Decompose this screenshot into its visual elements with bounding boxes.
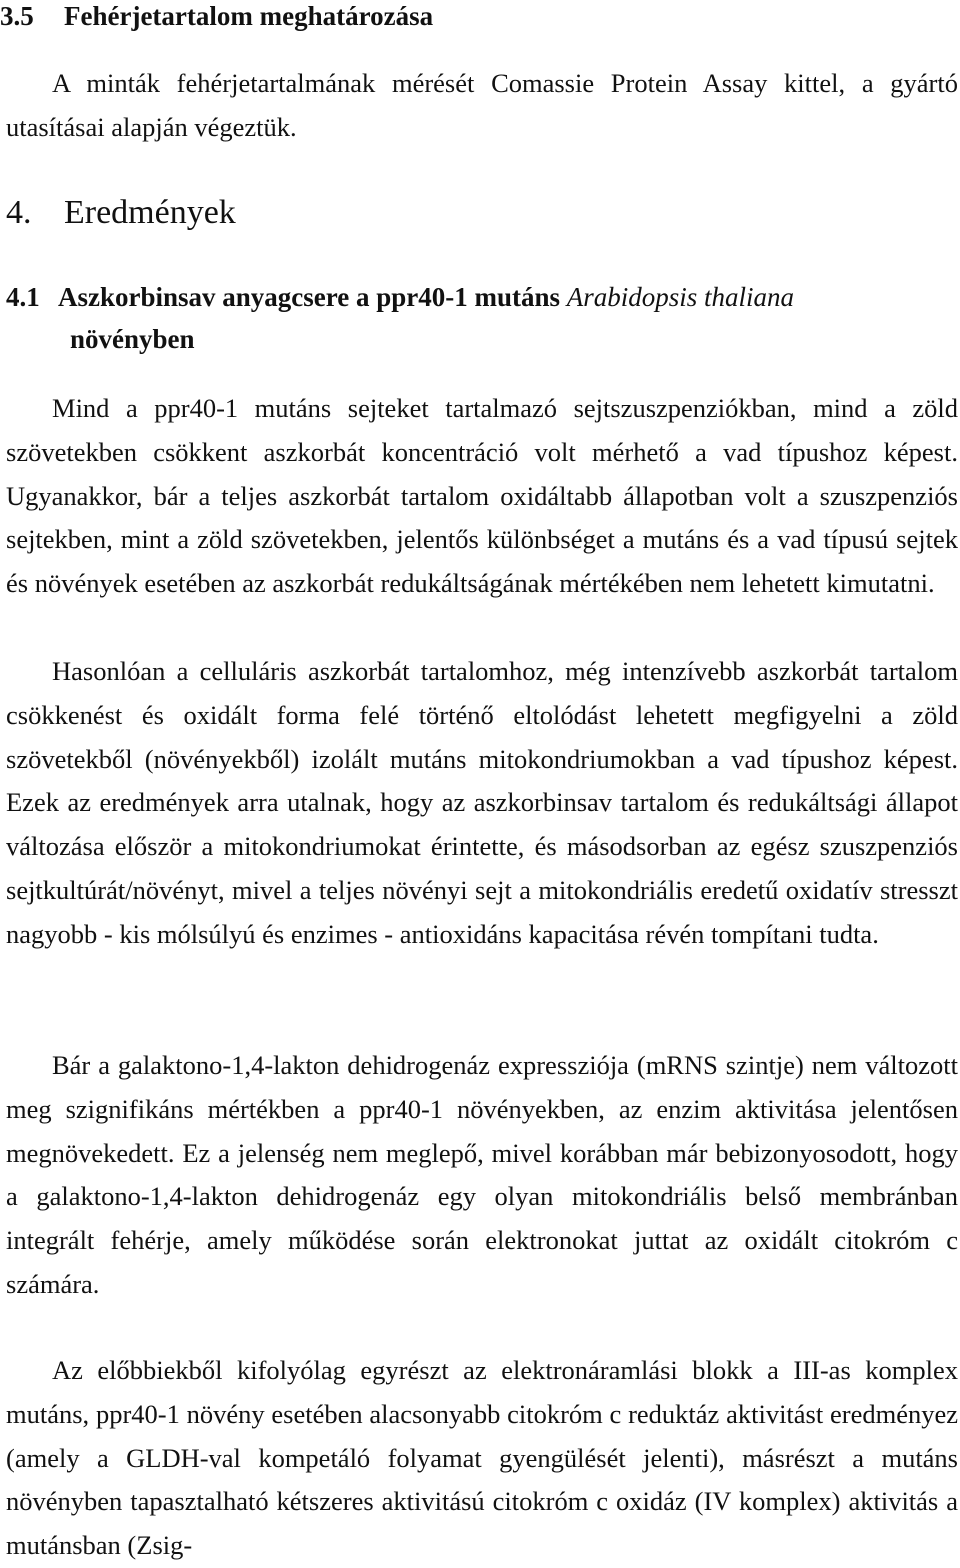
section-title-part1: Aszkorbinsav anyagcsere a ppr40-1 mutáns [58,282,561,312]
paragraph-text: Mind a ppr40-1 mutáns sejteket tartalmazó sejtszuszpenziókban, mind a zöld szövetekben csökkent aszkorbát koncentráció volt mérhető a vad típushoz képest. Ugyanakkor, bár a teljes aszkorbát tartalom oxidáltabb állapotban volt a szuszpenziós sejtekben, mint a zöld szövetekben, jelentős különbséget a mutáns és a vad típusú sejtek és növények esetében az aszkorbát redukáltságának mértékében nem lehetett kimutatni. [6,393,958,599]
paragraph-4 [6,1349,958,1568]
section-title: Fehérjetartalom meghatározása [64,1,434,31]
section-title: Eredmények [64,194,236,231]
paragraph-text: Hasonlóan a celluláris aszkorbát tartalomhoz, még intenzívebb aszkorbát tartalom csökkenést és oxidált forma felé történő eltolódást lehetett megfigyelni a zöld szövetekből (növényekből) izolált mutáns mitokondriumokban a vad típushoz képest. Ezek az eredmények arra utalnak, hogy az aszkorbinsav tartalom és redukáltsági állapot változása először a mitokondriumokat érintette, és másodsorban az egész szuszpenziós sejtkultúrát/növényt, mivel a teljes növényi sejt a mitokondriális eredetű oxidatív stresszt nagyobb - kis mólsúlyú és enzimes - antioxidáns kapacitása révén tompítani tudta. [6,656,958,949]
section-heading-4 [6,191,236,235]
paragraph-text: Az előbbiekből kifolyólag egyrészt az elektronáramlási blokk a III-as komplex mutáns, ppr40-1 növény esetében alacsonyabb citokróm c reduktáz aktivitást eredményez (amely a GLDH-val kompetáló folyamat gyengülését jelenti), másrészt a mutáns növényben tapasztalható kétszeres aktivitású citokróm c oxidáz (IV komplex) aktivitás a mutánsban (Zsig- [6,1355,958,1561]
paragraph-2 [6,650,958,957]
section-heading-4-1 [6,276,958,360]
section-number: 4. [6,194,32,231]
section-title-line2: növényben [70,324,195,354]
section-number: 3.5 [0,1,34,31]
paragraph-text: Bár a galaktono-1,4-lakton dehidrogenáz expressziója (mRNS szintje) nem változott meg szignifikáns mértékben a ppr40-1 növényekben, az enzim aktivitása jelentősen megnövekedett. Ez a jelenség nem meglepő, mivel korábban már bebizonyosodott, hogy a galaktono-1,4-lakton dehidrogenáz egy olyan mitokondriális belső membránban integrált fehérje, amely működése során elektronokat juttat az oxidált citokróm c számára. [6,1050,958,1299]
paragraph-text: A minták fehérjetartalmának mérését Comassie Protein Assay kittel, a gyártó utasításai alapján végeztük. [6,68,958,142]
section-heading-3-5 [0,0,433,32]
paragraph-3 [6,1044,958,1307]
paragraph-1 [6,387,958,606]
paragraph-protein-assay [6,62,958,150]
section-number: 4.1 [6,282,40,312]
species-name: Arabidopsis thaliana [566,282,795,312]
